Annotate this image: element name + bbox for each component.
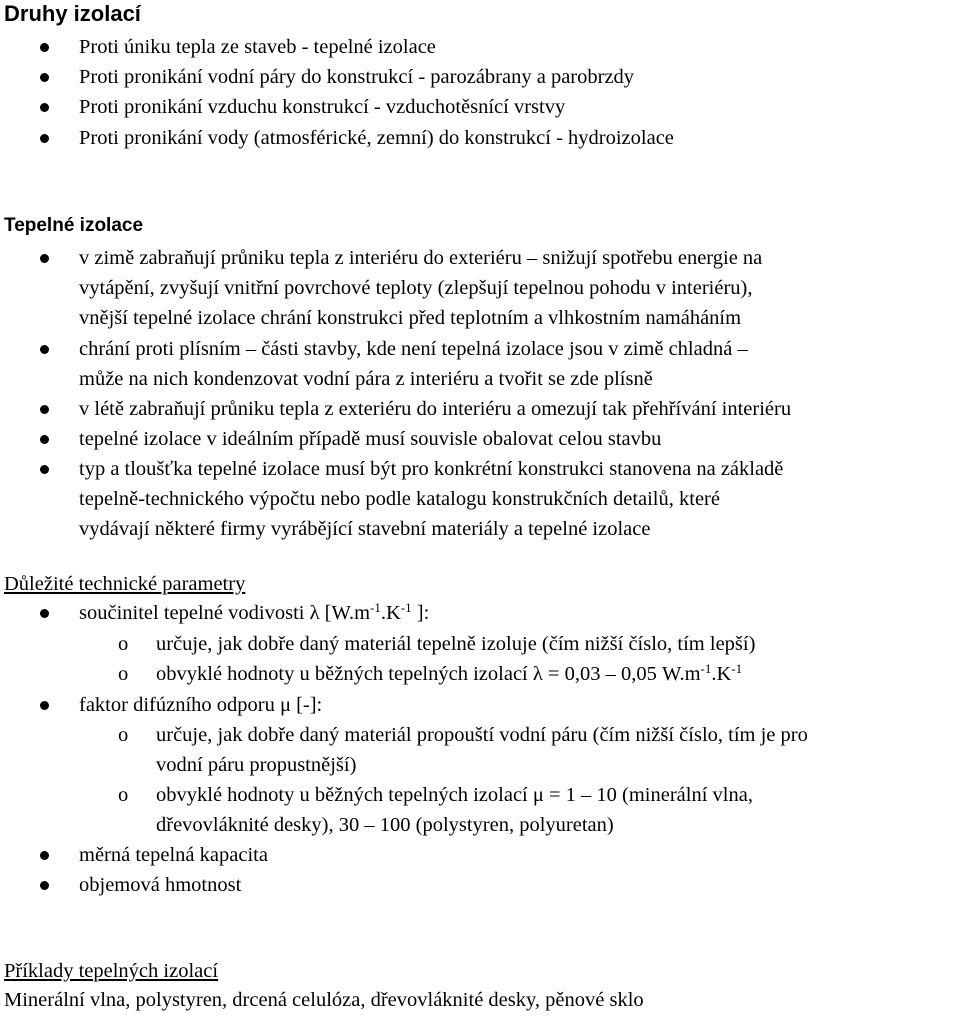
- section-title-tepelne: Tepelné izolace: [4, 215, 144, 236]
- list-item-text: [79, 334, 956, 394]
- circle-bullet-icon: o: [118, 633, 129, 655]
- list-item-text: [79, 598, 956, 628]
- bullet-icon: [40, 701, 49, 710]
- text-line: může na nich kondenzovat vodní pára z interiéru a tvořit se zde plísně: [79, 368, 653, 390]
- text-line: vytápění, zvyšují vnitřní povrchové teploty (zlepšují tepelnou pohodu v interiéru),: [79, 277, 753, 299]
- text-line: určuje, jak dobře daný materiál propouští vodní páru (čím nižší číslo, tím je pro: [156, 724, 808, 746]
- list-item-text: [79, 243, 956, 333]
- text-fragment: ]:: [411, 602, 430, 624]
- list-item-text: Proti úniku tepla ze staveb - tepelné izolace: [79, 36, 436, 58]
- list-item-text: Proti pronikání vody (atmosférické, zemní) do konstrukcí - hydroizolace: [79, 127, 674, 149]
- bullet-icon: [40, 435, 49, 444]
- bullet-icon: [40, 134, 49, 143]
- text-fragment: součinitel tepelné vodivosti λ [W.m: [79, 602, 371, 624]
- list-item-text: [79, 424, 956, 454]
- text-fragment: obvyklé hodnoty u běžných tepelných izolací λ = 0,03 – 0,05 W.m: [156, 663, 701, 685]
- section-title-druhy: Druhy izolací: [4, 1, 141, 26]
- list-item-text: [79, 394, 956, 424]
- sub-list-item-text: [156, 720, 956, 780]
- list-item-text: Proti pronikání vodní páry do konstrukcí - parozábrany a parobrzdy: [79, 66, 635, 88]
- text-line: v létě zabraňují průniku tepla z exteriéru do interiéru a omezují tak přehřívání interiéru: [79, 398, 792, 420]
- bullet-icon: [40, 43, 49, 52]
- circle-bullet-icon: o: [118, 784, 129, 806]
- text-line: vydávají některé firmy vyrábějící stavební materiály a tepelné izolace: [79, 518, 651, 540]
- bullet-icon: [40, 345, 49, 354]
- examples-text: Minerální vlna, polystyren, drcená celulóza, dřevovláknité desky, pěnové sklo: [4, 989, 644, 1011]
- bullet-icon: [40, 881, 49, 890]
- text-line: vodní páru propustnější): [156, 754, 357, 776]
- list-item-text: objemová hmotnost: [79, 874, 242, 896]
- text-fragment: .K: [711, 663, 732, 685]
- circle-bullet-icon: o: [118, 724, 129, 746]
- text-line: tepelné izolace v ideálním případě musí souvisle obalovat celou stavbu: [79, 428, 662, 450]
- text-line: typ a tloušťka tepelné izolace musí být pro konkrétní konstrukci stanovena na základě: [79, 458, 784, 480]
- superscript: -1: [700, 661, 712, 676]
- list-item-text: [79, 454, 956, 544]
- list-item-text: měrná tepelná kapacita: [79, 844, 268, 866]
- section-title-parametry: Důležité technické parametry: [4, 573, 246, 595]
- superscript: -1: [400, 600, 412, 615]
- list-item-text: Proti pronikání vzduchu konstrukcí - vzduchotěsnící vrstvy: [79, 96, 566, 118]
- bullet-icon: [40, 851, 49, 860]
- superscript: -1: [370, 600, 381, 615]
- list-item-text: faktor difúzního odporu μ [-]:: [79, 694, 323, 716]
- text-line: v zimě zabraňují průniku tepla z interiéru do exteriéru – snižují spotřebu energie na: [79, 247, 763, 269]
- bullet-icon: [40, 254, 49, 263]
- text-line: vnější tepelné izolace chrání konstrukci před teplotním a vlhkostním namáháním: [79, 307, 742, 329]
- sub-list-item-text: určuje, jak dobře daný materiál tepelně izoluje (čím nižší číslo, tím lepší): [156, 633, 756, 655]
- text-line: dřevovláknité desky), 30 – 100 (polystyren, polyuretan): [156, 814, 614, 836]
- bullet-icon: [40, 405, 49, 414]
- bullet-icon: [40, 609, 49, 618]
- bullet-icon: [40, 103, 49, 112]
- circle-bullet-icon: o: [118, 663, 129, 685]
- bullet-icon: [40, 465, 49, 474]
- text-line: tepelně-technického výpočtu nebo podle katalogu konstrukčních detailů, které: [79, 488, 720, 510]
- text-line: obvyklé hodnoty u běžných tepelných izolací μ = 1 – 10 (minerální vlna,: [156, 784, 753, 806]
- sub-list-item-text: [156, 780, 956, 840]
- superscript: -1: [731, 661, 743, 676]
- section-title-priklady: Příklady tepelných izolací: [4, 960, 219, 982]
- text-fragment: .K: [380, 602, 401, 624]
- bullet-icon: [40, 73, 49, 82]
- sub-list-item-text: [156, 659, 956, 689]
- text-line: chrání proti plísním – části stavby, kde není tepelná izolace jsou v zimě chladná –: [79, 338, 748, 360]
